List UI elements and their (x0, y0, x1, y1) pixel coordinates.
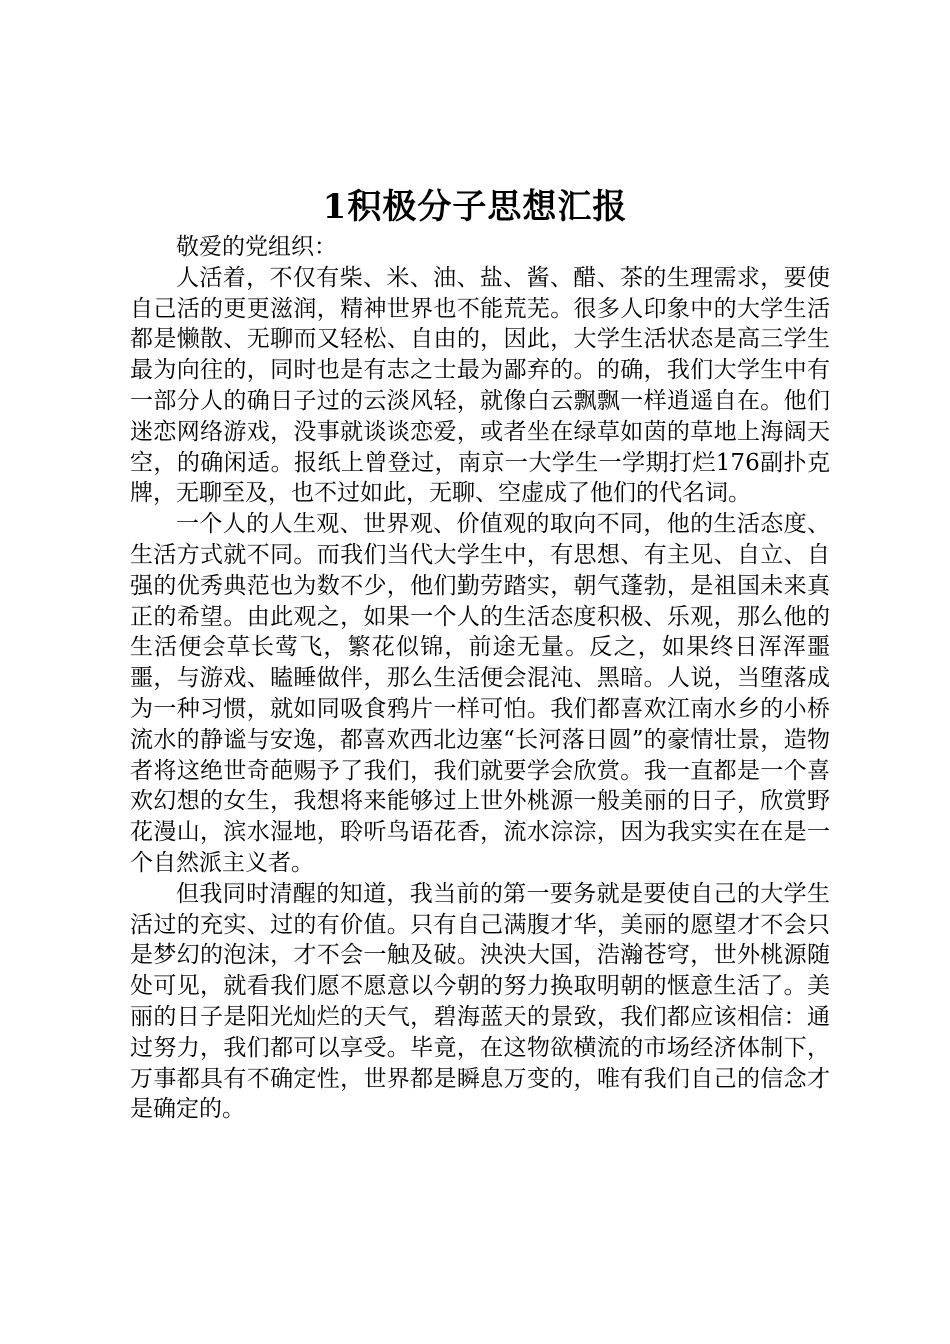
document-title: 1积极分子思想汇报 (322, 187, 628, 227)
paragraph-1: 人活着，不仅有柴、米、油、盐、酱、醋、茶的生理需求，要使自己活的更更滋润，精神世界也不能荒芜。很多人印象中的大学生活都是懒散、无聊而又轻松、自由的，因此，大学生活状态是高三学生最为向往的，同时也是有志之士最为鄙弃的。的确，我们大学生中有一部分人的确日子过的云淡风轻，就像白云飘飘一样逍遥自在。他们迷恋网络游戏，没事就谈谈恋爱，或者坐在绿草如茵的草地上海阔天空，的确闲适。报纸上曾登过，南京一大学生一学期打烂176副扑克牌，无聊至及，也不过如此，无聊、空虚成了他们的代名词。 (130, 264, 830, 507)
document-body (130, 232, 830, 1125)
salutation: 敬爱的党组织： (176, 234, 337, 260)
paragraph-2: 一个人的人生观、世界观、价值观的取向不同，他的生活态度、生活方式就不同。而我们当代大学生中，有思想、有主见、自立、自强的优秀典范也为数不少，他们勤劳踏实，朝气蓬勃，是祖国未来真正的希望。由此观之，如果一个人的生活态度积极、乐观，那么他的生活便会草长莺飞，繁花似锦，前途无量。反之，如果终日浑浑噩噩，与游戏、瞌睡做伴，那么生活便会混沌、黑暗。人说，当堕落成为一种习惯，就如同吸食鸦片一样可怕。我们都喜欢江南水乡的小桥流水的静谧与安逸，都喜欢西北边塞“长河落日圆”的豪情壮景，造物者将这绝世奇葩赐予了我们，我们就要学会欣赏。我一直都是一个喜欢幻想的女生，我想将来能够过上世外桃源一般美丽的日子，欣赏野花漫山，滨水湿地，聆听鸟语花香，流水淙淙，因为我实实在在是一个自然派主义者。 (130, 511, 830, 876)
paragraph-3: 但我同时清醒的知道，我当前的第一要务就是要使自己的大学生活过的充实、过的有价值。只有自己满腹才华，美丽的愿望才不会只是梦幻的泡沫，才不会一触及破。泱泱大国，浩瀚苍穹，世外桃源随处可见，就看我们愿不愿意以今朝的努力换取明朝的惬意生活了。美丽的日子是阳光灿烂的天气，碧海蓝天的景致，我们都应该相信：通过努力，我们都可以享受。毕竟，在这物欲横流的市场经济体制下，万事都具有不确定性，世界都是瞬息万变的，唯有我们自己的信念才是确定的。 (130, 880, 830, 1123)
